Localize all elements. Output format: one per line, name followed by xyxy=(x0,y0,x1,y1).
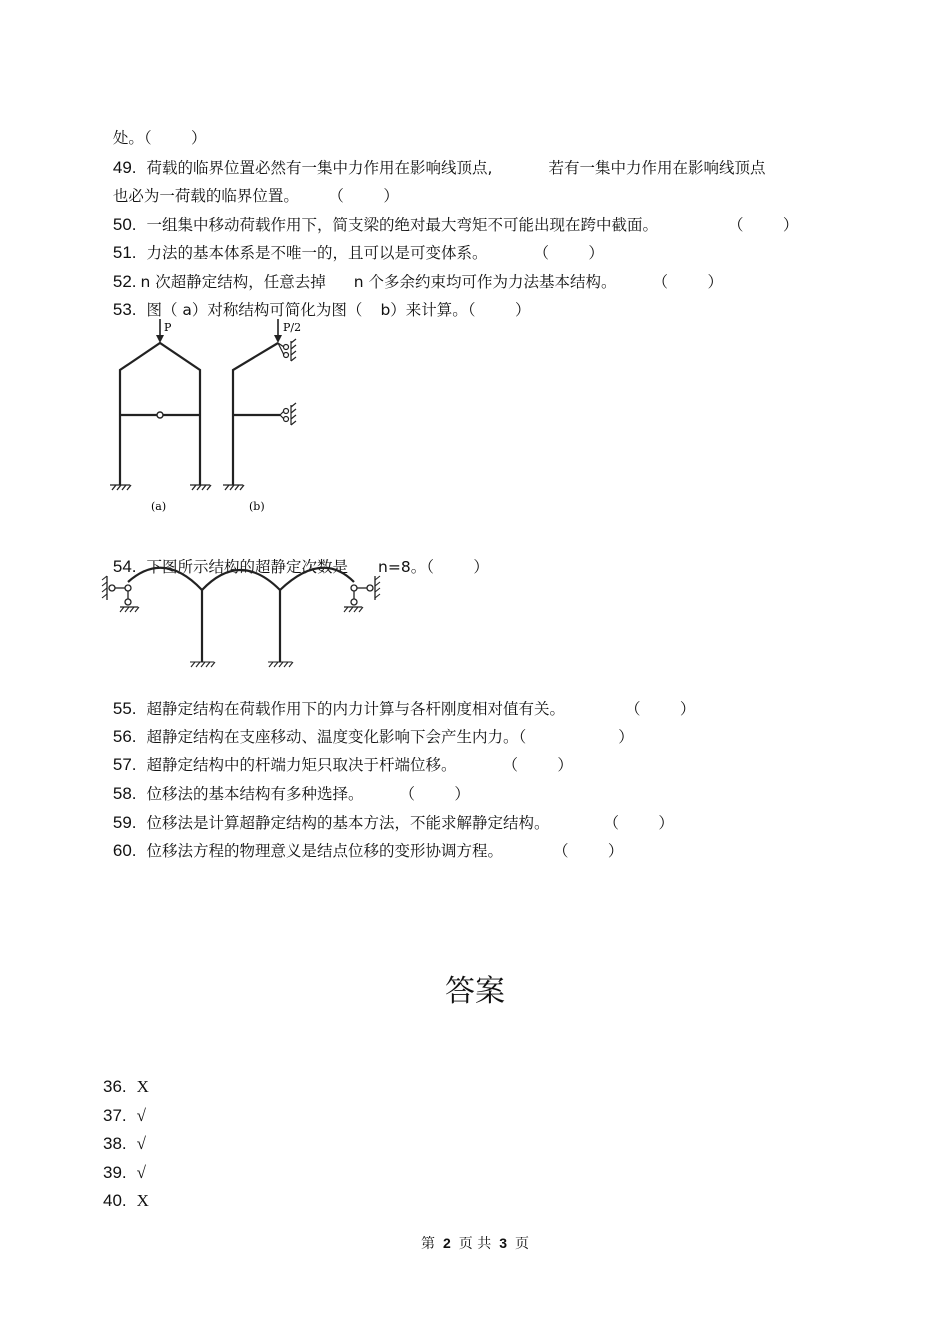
question-number: 59. xyxy=(112,813,137,832)
question-52-text-b: n 个多余约束均可作为力法基本结构。 xyxy=(353,273,617,291)
question-number: 49. xyxy=(112,158,137,177)
answer-item xyxy=(103,1077,149,1097)
footer-prefix: 第 xyxy=(420,1236,435,1252)
question-number: 54. xyxy=(112,557,137,576)
answer-parentheses: （ ） xyxy=(603,814,674,832)
question-49-text-b: 若有一集中力作用在影响线顶点 xyxy=(548,159,766,177)
figure-54-arch-frame xyxy=(100,562,390,674)
question-number: 53. xyxy=(112,300,137,319)
question-number: 51. xyxy=(112,243,137,262)
question-59-text: 位移法是计算超静定结构的基本方法，不能求解静定结构。 xyxy=(146,814,550,832)
question-53-text-b: b）来计算。（ ） xyxy=(380,301,531,319)
answer-mark: X xyxy=(136,1191,149,1210)
answer-mark: X xyxy=(136,1077,149,1096)
caption-a: (a) xyxy=(151,500,167,513)
question-number: 52. xyxy=(112,272,137,291)
question-49-text-a: 荷载的临界位置必然有一集中力作用在影响线顶点, xyxy=(146,159,493,177)
answers-heading: 答案 xyxy=(445,974,505,1009)
question-number: 57. xyxy=(112,755,137,774)
answer-number: 36. xyxy=(103,1077,127,1096)
question-number: 56. xyxy=(112,727,137,746)
question-51-text: 力法的基本体系是不唯一的，且可以是可变体系。 xyxy=(146,244,488,262)
answer-parentheses: （ ） xyxy=(399,785,470,803)
load-label-p-half: P/2 xyxy=(283,321,302,334)
answer-parentheses: （ ） xyxy=(728,216,799,234)
page-footer xyxy=(0,1233,950,1253)
question-number: 58. xyxy=(112,784,137,803)
question-54-text-b: n=8。（ ） xyxy=(378,558,489,576)
question-number: 55. xyxy=(112,699,137,718)
answer-parentheses: （ ） xyxy=(502,756,573,774)
answer-mark: √ xyxy=(136,1106,146,1125)
answer-number: 37. xyxy=(103,1106,127,1125)
question-50-text: 一组集中移动荷载作用下，简支梁的绝对最大弯矩不可能出现在跨中截面。 xyxy=(146,216,659,234)
answer-number: 38. xyxy=(103,1134,127,1153)
question-53 xyxy=(103,280,530,320)
answer-mark: √ xyxy=(136,1134,146,1153)
question-56-text: 超静定结构在支座移动、温度变化影响下会产生内力。（ xyxy=(146,728,527,746)
total-pages-number: 3 xyxy=(499,1235,508,1251)
current-page-number: 2 xyxy=(442,1235,451,1251)
question-55-text: 超静定结构在荷载作用下的内力计算与各杆刚度相对值有关。 xyxy=(146,700,566,718)
answer-parentheses: （ ） xyxy=(652,273,723,291)
question-48-tail-text: 处。（ ） xyxy=(112,129,207,147)
question-49-text-c: 也必为一荷载的临界位置。 （ ） xyxy=(112,187,399,205)
answer-number: 39. xyxy=(103,1163,127,1182)
footer-suffix: 页 xyxy=(515,1236,530,1252)
answer-number: 40. xyxy=(103,1191,127,1210)
answer-mark: √ xyxy=(136,1163,146,1182)
footer-middle: 页 共 xyxy=(458,1236,492,1252)
question-58-text: 位移法的基本结构有多种选择。 xyxy=(146,785,364,803)
question-53-text-a: 图（ a）对称结构可简化为图（ xyxy=(146,301,363,319)
answer-parentheses: （ ） xyxy=(625,700,696,718)
caption-b: (b) xyxy=(249,500,265,513)
question-57-text: 超静定结构中的杆端力矩只取决于杆端位移。 xyxy=(146,756,457,774)
answer-parentheses: （ ） xyxy=(553,842,624,860)
answer-item xyxy=(103,1106,146,1126)
answer-item xyxy=(103,1163,146,1183)
load-label-p: P xyxy=(164,321,172,334)
question-52-text-a: n 次超静定结构，任意去掉 xyxy=(140,273,326,291)
question-60 xyxy=(103,821,623,861)
question-number: 50. xyxy=(112,215,137,234)
question-54-text-a: 下图所示结构的超静定次数是 xyxy=(146,558,349,576)
question-60-text: 位移法方程的物理意义是结点位移的变形协调方程。 xyxy=(146,842,504,860)
answer-parentheses: （ ） xyxy=(533,244,604,262)
figure-53-symmetric-frames xyxy=(100,315,320,520)
answer-item xyxy=(103,1134,146,1154)
answer-item xyxy=(103,1191,149,1211)
question-number: 60. xyxy=(112,841,137,860)
answer-parentheses: ） xyxy=(618,728,634,746)
